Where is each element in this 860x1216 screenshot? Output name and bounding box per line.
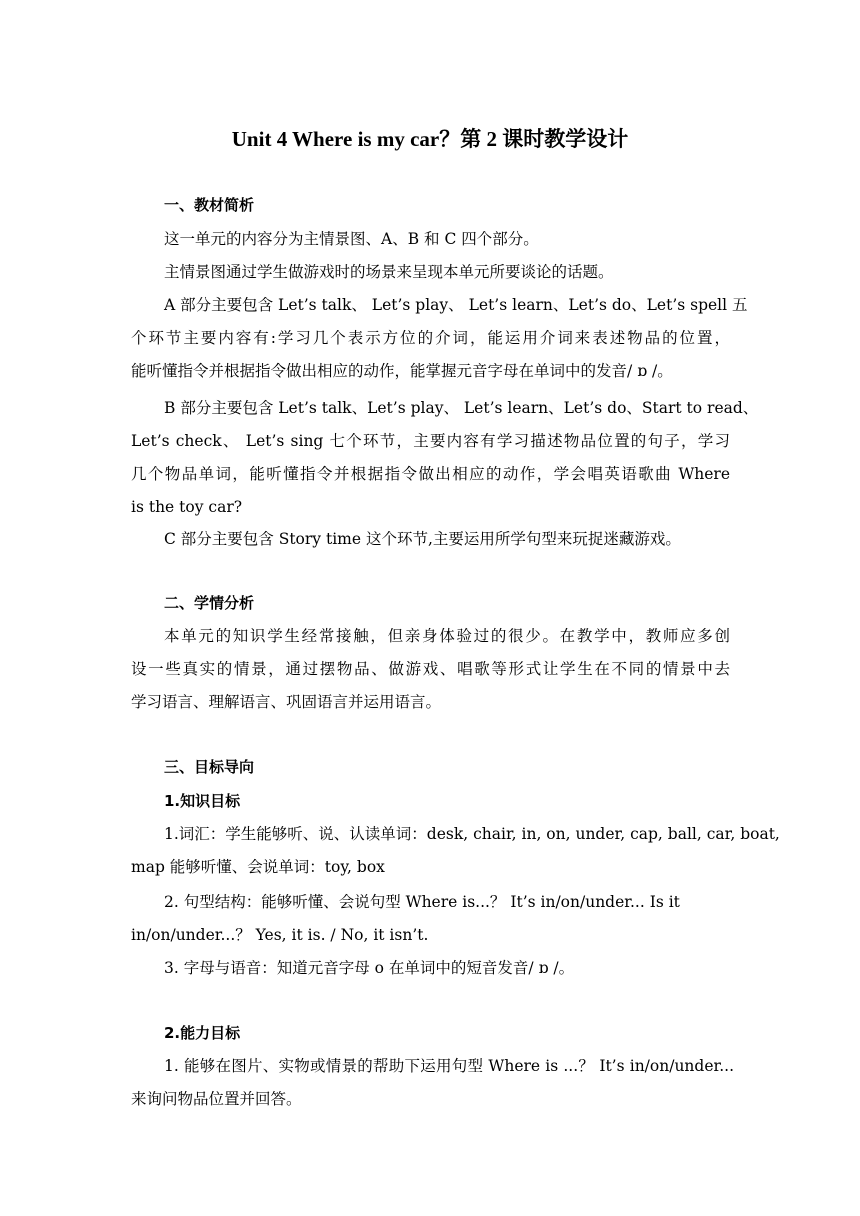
- paragraph-line: 设一些真实的情景，通过摆物品、做游戏、唱歌等形式让学生在不同的情景中去: [131, 660, 730, 678]
- section-heading-objectives: 三、目标导向: [164, 758, 255, 776]
- paragraph: 主情景图通过学生做游戏时的场景来呈现本单元所要谈论的话题。: [164, 263, 614, 281]
- paragraph-line: 学习语言、理解语言、巩固语言并运用语言。: [131, 693, 442, 711]
- section-heading-textbook-analysis: 一、教材简析: [164, 196, 255, 214]
- paragraph-line: 几个物品单词，能听懂指令并根据指令做出相应的动作，学会唱英语歌曲 Where: [131, 465, 730, 483]
- paragraph-line: 1.词汇：学生能够听、说、认读单词：desk, chair, in, on, under, cap, ball, car, boat,: [164, 825, 780, 843]
- paragraph-line: 3. 字母与语音：知道元音字母 o 在单词中的短音发音/ ɒ /。: [164, 959, 575, 977]
- paragraph-line: B 部分主要包含 Let’s talk、Let’s play、 Let’s learn、Let’s do、Start to read、: [164, 399, 759, 417]
- paragraph-line: in/on/under...？ Yes, it is. / No, it isn’t.: [131, 926, 429, 944]
- paragraph-line: Let’s check、 Let’s sing 七个环节，主要内容有学习描述物品位置的句子，学习: [131, 432, 730, 450]
- paragraph-line: 2. 句型结构：能够听懂、会说句型 Where is...？ It’s in/on/under... Is it: [164, 893, 680, 911]
- paragraph-line: 1. 能够在图片、实物或情景的帮助下运用句型 Where is ...？ It’s in/on/under...: [164, 1057, 734, 1075]
- subheading-knowledge-goals: 1.知识目标: [164, 792, 241, 810]
- paragraph-line: 个环节主要内容有:学习几个表示方位的介词，能运用介词来表述物品的位置，: [131, 329, 730, 347]
- paragraph-line: 能听懂指令并根据指令做出相应的动作，能掌握元音字母在单词中的发音/ ɒ /。: [131, 362, 673, 380]
- subheading-ability-goals: 2.能力目标: [164, 1024, 241, 1042]
- paragraph-line: 来询问物品位置并回答。: [131, 1090, 302, 1108]
- paragraph-line: 本单元的知识学生经常接触，但亲身体验过的很少。在教学中，教师应多创: [164, 627, 730, 645]
- paragraph: C 部分主要包含 Story time 这个环节,主要运用所学句型来玩捉迷藏游戏。: [164, 530, 681, 548]
- section-heading-learner-analysis: 二、学情分析: [164, 594, 255, 612]
- paragraph: 这一单元的内容分为主情景图、A、B 和 C 四个部分。: [164, 230, 539, 248]
- paragraph-line: is the toy car?: [131, 498, 243, 516]
- paragraph-line: map 能够听懂、会说单词：toy, box: [131, 858, 385, 876]
- paragraph-line: A 部分主要包含 Let’s talk、 Let’s play、 Let’s learn、Let’s do、Let’s spell 五: [164, 296, 748, 314]
- page-title: Unit 4 Where is my car？第 2 课时教学设计: [231, 127, 629, 151]
